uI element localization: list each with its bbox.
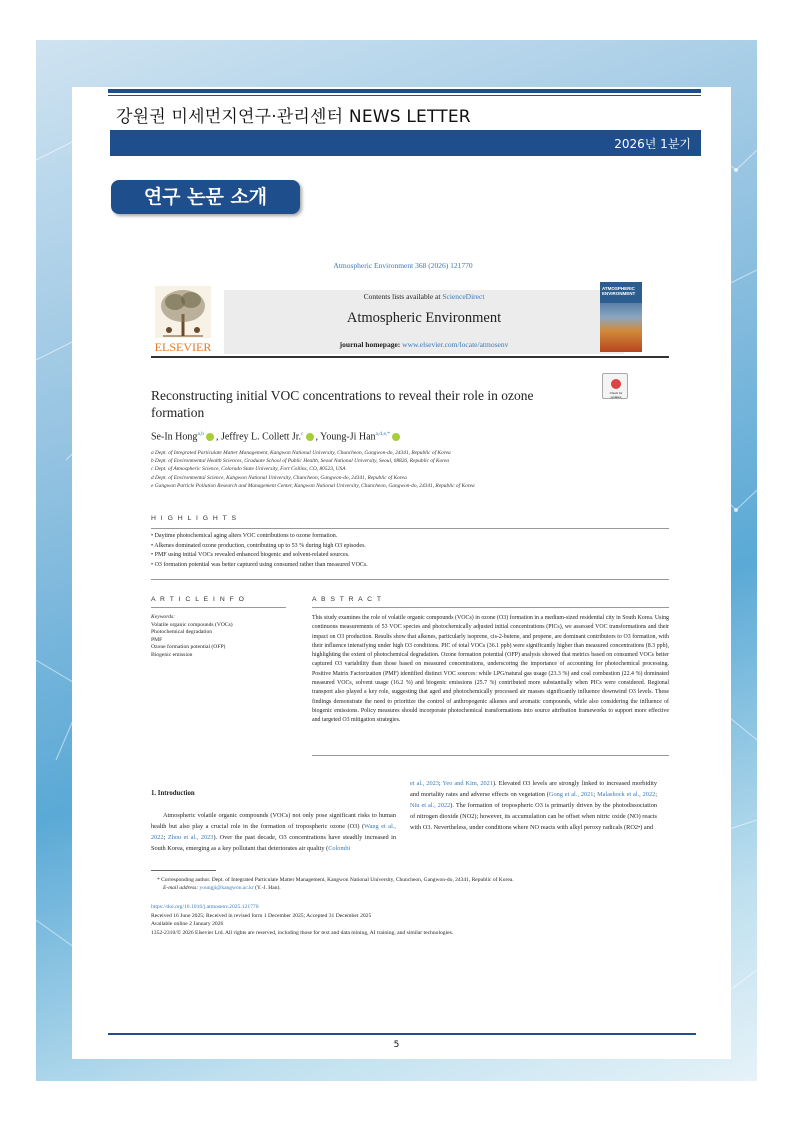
introduction-heading: 1. Introduction [151,790,195,797]
elsevier-wordmark: ELSEVIER [154,340,212,354]
keyword-item: Biogenic emission [151,651,193,658]
highlights-bottom-rule [151,579,669,580]
abstract-rule [312,607,669,608]
paper-title: Reconstructing initial VOC concentrations to reveal their role in ozone formation [151,388,534,420]
keyword-item: Ozone formation potential (OFP) [151,644,226,651]
elsevier-tree-icon [155,286,211,338]
homepage-link[interactable]: www.elsevier.com/locate/atmosenv [402,340,509,349]
page-number: 5 [393,1040,400,1050]
citation-link[interactable]: et al., 2023 [410,780,439,787]
elsevier-logo [151,286,215,354]
copyright-notice: 1352-2310/© 2026 Elsevier Ltd. All rights are reserved, including those for text and data mining, AI training, and similar technologies. [151,929,454,936]
intro-text: ). Elevated O3 levels are strongly linked to increased morbidity and mortality rates and adverse effects on vegetation ( [410,780,657,798]
abstract-heading: A B S T R A C T [312,596,383,603]
intro-text: ; [163,834,168,841]
citation-link[interactable]: Zhou et al., 2023 [167,834,214,841]
newsletter-title: 강원권 미세먼지연구·관리센터 NEWS LETTER [116,107,471,127]
check-updates-icon [611,379,621,389]
highlights-rule [151,528,669,529]
issue-label: 2026년 1분기 [614,137,691,151]
doi-link[interactable]: https://doi.org/10.1016/j.atmosenv.2025.121770 [151,904,259,910]
author-sup: a,b [197,431,204,437]
sciencedirect-link[interactable]: ScienceDirect [442,292,485,301]
cover-title: ATMOSPHERIC ENVIRONMENT [602,286,636,296]
issue-band [110,130,701,156]
article-info-heading: A R T I C L E I N F O [151,596,246,603]
abstract-bottom-rule [312,755,669,756]
intro-text: ). The formation of tropospheric O3 is primarily driven by the photodissociation of nitrogen dioxide (NO2); however, its accumulation can be offset when nitric oxide (NO) reacts with O3. Nevertheless, under conditions where NO reacts with alkyl peroxy radicals (RO2•) and [410,802,658,831]
affiliation-item: b Dept. of Environmental Health Sciences, Graduate School of Public Health, Seoul National University, Seoul, 08826, Republic of Korea [151,458,450,465]
journal-cover [600,282,642,352]
citation-link[interactable]: Colombi [328,845,351,852]
author-name[interactable]: Se-In Hong [151,431,198,443]
article-info-rule [151,607,286,608]
journal-masthead [151,282,636,354]
footnote-email-line [151,884,681,892]
citation-link[interactable]: Gong et al., 2021 [548,791,594,798]
intro-text: ). Over the past decade, O3 concentrations have steadily increased in South Korea, emerging as a key pollutant that deteriorates air quality ( [151,834,396,852]
available-online: Available online 2 January 2026 [151,921,224,927]
author-name[interactable]: Young-Ji Han [320,431,376,443]
header-rule [108,89,701,93]
highlight-item: • PMF using initial VOCs revealed enhanced biogenic and solvent-related sources. [151,552,350,558]
abstract-text: This study examines the role of volatile organic compounds (VOCs) in ozone (O3) formation in a medium-sized residential city in South Korea. Using continuous measurements of 53 VOC species and photochemically adjusted initial concentrations (PICs), we assessed VOC transformations and their impact on O3 production. Results show that alkenes, particularly isoprene, cis-2-butene, and propene, are dominant contributors to O3 formation, with their influence intensifying under high O3 conditions. PIC of total VOCs (36.1 ppb) were significantly higher than measured concentrations (8.3 ppb), highlighting the extent of photochemical degradation. Ozone formation potential (OFP) analysis showed that metrics based on consumed VOCs better captured O3 variability than those based on measured concentrations, underscoring the importance of accounting for photochemical processing. Positive Matrix Factorization (PMF) identified distinct VOC sources: while LPG/natural gas usage (23.3 %) and coal combustion (22.4 %) dominated measured VOCs, solvent usage (16.2 %) and biogenic emissions (25.7 %) contributed more substantially when PICs were considered. Regional transport also played a key role, suggesting that aged and photochemically processed air masses significantly influence downwind O3 levels. These findings demonstrate the need to prioritize the control of anthropogenic alkenes and aromatic compounds, while also considering the influence of biogenic emissions. Policy measures should incorporate photochemical transformations into source attribution frameworks to support more effective and targeted O3 mitigation strategies. [312,615,669,724]
email-suffix: (Y.-J. Han). [253,885,281,891]
journal-reference[interactable]: Atmospheric Environment 368 (2026) 121770 [333,261,473,270]
orcid-icon[interactable] [392,433,400,441]
citation-link[interactable]: Niu et al., 2022 [410,802,451,809]
affiliation-item: e Gangwon Particle Pollution Research and Management Center, Kangwon National University, Chuncheon, Gangwon-do, 24341, Republic of Korea [151,482,475,489]
section-tab: 연구 논문 소개 [111,180,300,214]
paper-first-page [118,245,688,980]
journal-homepage [224,340,624,349]
highlights-heading: H I G H L I G H T S [151,515,238,522]
introduction-right-column [410,778,657,833]
masthead-rule [151,356,669,358]
intro-text: Atmospheric volatile organic compounds (VOCs) not only pose significant risks to human health but also play a crucial role in the formation of tropospheric ozone (O3) ( [151,812,396,830]
affiliations [151,449,651,490]
author-sup: c [301,431,304,437]
affiliation-item: c Dept. of Atmospheric Science, Colorado State University, Fort Collins, CO, 80523, USA [151,466,346,473]
received-dates: Received 16 June 2025; Received in revised form 1 December 2025; Accepted 31 December 2025 [151,912,372,919]
citation-link[interactable]: Yeo and Kim, 2021 [442,780,493,787]
highlight-item: • Daytime photochemical aging alters VOC contributions to ozone formation. [151,533,338,539]
keywords-label: Keywords: [151,614,176,620]
contents-prefix: Contents lists available at [363,292,443,301]
introduction-left-column [151,810,396,854]
intro-text: ; [655,791,657,798]
footer-rule [108,1033,696,1035]
highlight-item: • O3 formation potential was better captured using consumed rather than measured VOCs. [151,561,368,568]
highlights-list [151,532,661,570]
author-name[interactable]: Jeffrey L. Collett Jr. [220,431,302,443]
orcid-icon[interactable] [306,433,314,441]
masthead-center [224,290,624,354]
highlight-item: • Alkenes dominated ozone production, contributing up to 53 % during high O3 episodes. [151,542,366,549]
header-rule-thin [108,95,701,96]
author-list: Se-In Hong$^{a,b}$ , Jeffrey L. Collett Jr.$^c$ , Young-Ji Han$^{a,d,e,*}$ [151,431,402,442]
keyword-item: Photochemical degradation [151,629,213,636]
journal-name: Atmospheric Environment [346,310,502,326]
homepage-prefix: journal homepage: [339,340,403,349]
citation-link[interactable]: Wang et al., 2022 [151,823,396,841]
orcid-icon[interactable] [206,433,214,441]
affiliation-item: a Dept. of Integrated Particulate Matter Management, Kangwon National University, Chuncheon, Gangwon-do, 24341, Republic of Korea [151,450,451,456]
contents-available [224,292,624,301]
corresponding-author-footnote [151,876,681,892]
footnote-text: * Corresponding author. Dept. of Integrated Particulate Matter Management, Kangwon National University, Chuncheon, Gangwon-do, 24341, Republic of Korea. [157,877,514,883]
author-sup: a,d,e,* [375,431,391,437]
affiliation-item: d Dept. of Environmental Science, Kangwon National University, Chuncheon, Gangwon-do, 24341, Republic of Korea [151,474,407,481]
email-link[interactable]: youngji@kangwon.ac.kr [199,885,254,891]
intro-text: ; [438,780,443,787]
check-updates-label: Check for updates [609,391,623,399]
keyword-item: PMF [151,636,163,643]
publication-info [151,903,681,937]
footnote-rule [151,870,216,871]
check-for-updates-badge[interactable] [602,373,628,399]
keywords-block [151,614,286,660]
citation-link[interactable]: Malashock et al., 2022 [597,791,656,798]
email-label: E-mail address: [163,885,200,891]
keyword-item: Volatile organic compounds (VOCs) [151,621,233,628]
intro-text: ; [593,791,598,798]
